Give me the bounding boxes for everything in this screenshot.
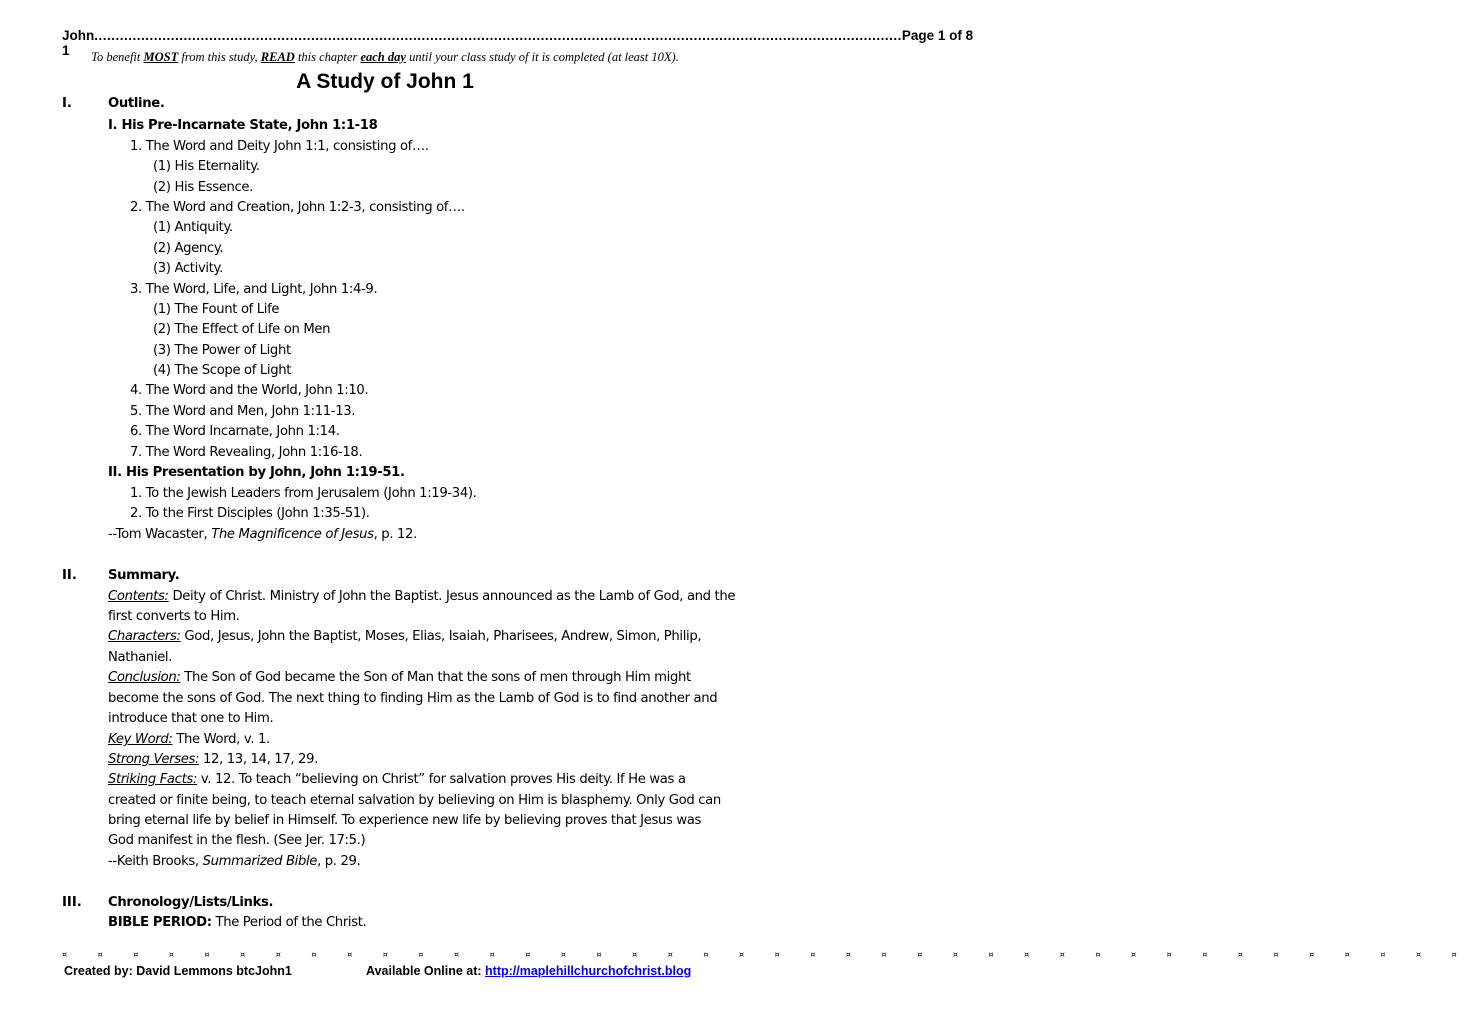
outline-subitem: (2) The Effect of Life on Men [153, 322, 331, 337]
outline-item: 1. The Word and Deity John 1:1, consisting of…. [130, 139, 429, 154]
instruction-most: MOST [143, 50, 179, 64]
outline-subitem: (1) The Fount of Life [153, 302, 280, 317]
striking-facts-label: Striking Facts: [108, 772, 198, 787]
outline-item: 2. To the First Disciples (John 1:35-51). [130, 506, 370, 521]
section-number-2: II. [62, 568, 77, 583]
summary-striking-facts: Striking Facts: v. 12. To teach “believing on Christ” for salvation proves His deity. If He was a [108, 772, 686, 787]
summary-characters: Characters: God, Jesus, John the Baptist, Moses, Elias, Isaiah, Pharisees, Andrew, Simon, Philip, [108, 629, 702, 644]
outline-subitem: (2) Agency. [153, 241, 224, 256]
instruction-read: READ [260, 50, 295, 64]
outline-subitem: (1) Antiquity. [153, 220, 233, 235]
summary-line: Nathaniel. [108, 650, 173, 665]
outline-subitem: (3) Activity. [153, 261, 223, 276]
outline-subitem: (1) His Eternality. [153, 159, 260, 174]
bible-period-label: BIBLE PERIOD: [108, 915, 212, 930]
bible-period: BIBLE PERIOD: The Period of the Christ. [108, 915, 367, 930]
outline-part-2: II. His Presentation by John, John 1:19-51. [108, 465, 405, 480]
conclusion-label: Conclusion: [108, 670, 181, 685]
study-instruction: To benefit MOST from this study, READ this chapter each day until your class study of it is completed (at least 10X). [91, 50, 679, 64]
strong-verses-label: Strong Verses: [108, 752, 200, 767]
section-title-chronology: Chronology/Lists/Links. [108, 895, 274, 910]
contents-label: Contents: [108, 589, 169, 604]
summary-conclusion: Conclusion: The Son of God became the Son of Man that the sons of men through Him might [108, 670, 691, 685]
outline-credit: --Tom Wacaster, The Magnificence of Jesus, p. 12. [108, 527, 417, 542]
summary-line: introduce that one to Him. [108, 711, 274, 726]
characters-label: Characters: [108, 629, 181, 644]
outline-subitem: (3) The Power of Light [153, 343, 291, 358]
summary-credit: --Keith Brooks, Summarized Bible, p. 29. [108, 854, 361, 869]
outline-part-1: I. His Pre-Incarnate State, John 1:1-18 [108, 118, 378, 133]
section-title-outline: Outline. [108, 96, 165, 111]
outline-item: 6. The Word Incarnate, John 1:14. [130, 424, 340, 439]
footer-blog-link[interactable]: http://maplehillchurchofchrist.blog [485, 964, 692, 978]
summary-contents: Contents: Deity of Christ. Ministry of John the Baptist. Jesus announced as the Lamb of God, and the [108, 589, 736, 604]
section-number-1: I. [62, 96, 72, 111]
header-page-number: Page 1 of 8 [901, 28, 974, 43]
outline-item: 3. The Word, Life, and Light, John 1:4-9. [130, 282, 378, 297]
outline-item: 1. To the Jewish Leaders from Jerusalem (John 1:19-34). [130, 486, 477, 501]
header-leader-dots: .............................................................................................................................................................................................. [94, 28, 902, 43]
credit-book-title: The Magnificence of Jesus [211, 527, 374, 542]
outline-subitem: (2) His Essence. [153, 180, 254, 195]
footer-created-by: Created by: David Lemmons btcJohn1 [64, 964, 292, 978]
outline-item: 4. The Word and the World, John 1:10. [130, 383, 369, 398]
outline-item: 7. The Word Revealing, John 1:16-18. [130, 445, 363, 460]
footer-divider-dots: ¤ ¤ ¤ ¤ ¤ ¤ ¤ ¤ ¤ ¤ ¤ ¤ ¤ ¤ ¤ ¤ ¤ ¤ ¤ ¤ ¤ ¤ ¤ ¤ ¤ ¤ ¤ ¤ ¤ ¤ ¤ ¤ ¤ ¤ ¤ ¤ ¤ ¤ ¤ ¤ [62, 950, 1471, 959]
credit-book-title: Summarized Bible [202, 854, 318, 869]
footer-available-online: Available Online at: http://maplehillchurchofchrist.blog [366, 964, 692, 978]
outline-subitem: (4) The Scope of Light [153, 363, 292, 378]
summary-line: God manifest in the flesh. (See Jer. 17:5.) [108, 833, 366, 848]
summary-line: bring eternal life by belief in Himself. To experience new life by believing proves that Jesus was [108, 813, 702, 828]
summary-key-word: Key Word: The Word, v. 1. [108, 732, 270, 747]
summary-strong-verses: Strong Verses: 12, 13, 14, 17, 29. [108, 752, 318, 767]
outline-item: 5. The Word and Men, John 1:11-13. [130, 404, 356, 419]
section-title-summary: Summary. [108, 568, 180, 583]
summary-line: first converts to Him. [108, 609, 240, 624]
summary-line: created or finite being, to teach eternal salvation by believing on Him is blasphemy. Only God can [108, 793, 721, 808]
instruction-each-day: each day [360, 50, 406, 64]
section-number-3: III. [62, 895, 82, 910]
summary-line: become the sons of God. The next thing to finding Him as the Lamb of God is to find another and [108, 691, 718, 706]
outline-item: 2. The Word and Creation, John 1:2-3, consisting of…. [130, 200, 465, 215]
header-chapter: John 1 [62, 28, 95, 58]
key-word-label: Key Word: [108, 732, 173, 747]
page-title: A Study of John 1 [296, 70, 474, 93]
